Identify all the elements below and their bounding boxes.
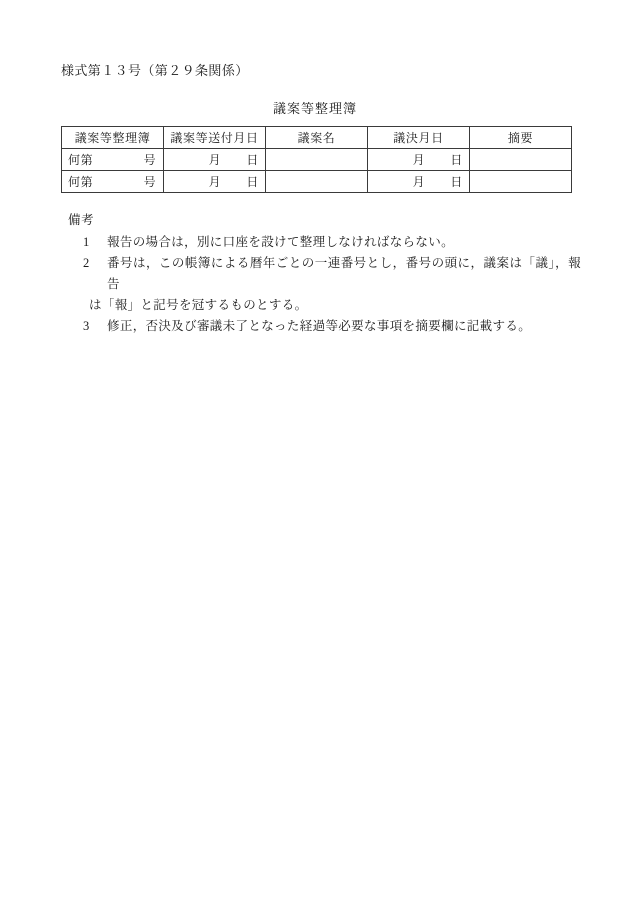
ledger-table: [61, 126, 572, 193]
column-header-ledger-number: 議案等整理簿: [62, 127, 164, 149]
notes-section: [61, 210, 581, 337]
note-text-line-2: は「報」と記号を冠するものとする。: [89, 298, 308, 312]
cell-decision-date[interactable]: 月 日: [368, 149, 470, 171]
cell-proposal-name[interactable]: [266, 171, 368, 193]
table-header-row: [62, 127, 572, 149]
column-header-sent-date: 議案等送付月日: [164, 127, 266, 149]
note-item-3: [83, 316, 581, 337]
note-text-line-1: 番号は，この帳簿による暦年ごとの一連番号とし，番号の頭に，議案は「議」，報告: [107, 256, 581, 291]
notes-heading: 備考: [68, 213, 95, 227]
cell-proposal-name[interactable]: [266, 149, 368, 171]
column-header-remarks: 摘要: [470, 127, 572, 149]
column-header-proposal-name: 議案名: [266, 127, 368, 149]
cell-sent-date[interactable]: 月 日: [164, 171, 266, 193]
table-row: [62, 171, 572, 193]
column-header-decision-date: 議決月日: [368, 127, 470, 149]
cell-ledger-number[interactable]: 何第 号: [62, 149, 164, 171]
cell-decision-date[interactable]: 月 日: [368, 171, 470, 193]
note-text: [89, 253, 581, 316]
note-text: 報告の場合は，別に口座を設けて整理しなければならない。: [107, 235, 454, 249]
document-title: 議案等整理簿: [272, 101, 357, 116]
table-row: [62, 149, 572, 171]
form-number-label: 様式第１３号（第２９条関係）: [61, 63, 249, 78]
cell-ledger-number[interactable]: 何第 号: [62, 171, 164, 193]
cell-remarks[interactable]: [470, 171, 572, 193]
note-item-1: [83, 232, 581, 253]
note-item-2: [83, 253, 581, 316]
cell-sent-date[interactable]: 月 日: [164, 149, 266, 171]
cell-remarks[interactable]: [470, 149, 572, 171]
note-number: 3: [83, 319, 90, 333]
note-number: 1: [83, 235, 90, 249]
note-number: 2: [83, 256, 90, 270]
note-text: 修正，否決及び審議未了となった経過等必要な事項を摘要欄に記載する。: [107, 319, 532, 333]
